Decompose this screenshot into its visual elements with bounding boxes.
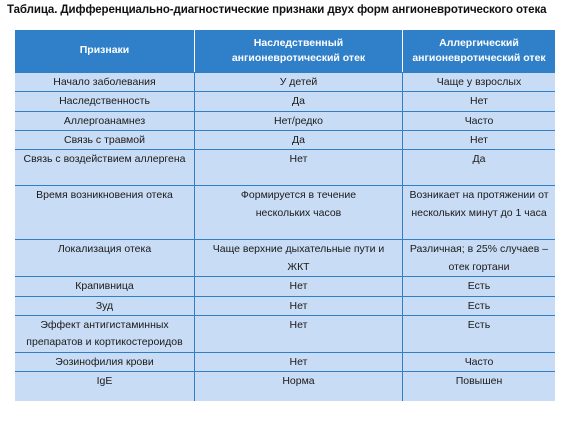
hereditary-cell: Норма	[195, 371, 403, 401]
feature-cell: Время возникновения отека	[15, 185, 195, 239]
header-row	[15, 30, 555, 72]
table-row	[15, 371, 555, 401]
hereditary-cell: Нет/редко	[195, 111, 403, 130]
hereditary-cell: Нет	[195, 352, 403, 371]
allergic-cell: Есть	[403, 276, 555, 295]
allergic-cell: Возникает на протяжении от нескольких минут до 1 часа	[403, 185, 555, 239]
table-row	[15, 149, 555, 185]
comparison-table	[15, 30, 555, 401]
feature-cell: IgE	[15, 371, 195, 401]
hereditary-cell: Да	[195, 130, 403, 149]
feature-cell: Начало заболевания	[15, 72, 195, 91]
feature-cell: Связь с воздействием аллергена	[15, 149, 195, 185]
feature-cell: Крапивница	[15, 276, 195, 295]
hereditary-cell: Нет	[195, 149, 403, 185]
header-cell-hereditary: Наследственный ангионевротический отек	[195, 30, 403, 72]
table-row	[15, 296, 555, 315]
table-row	[15, 111, 555, 130]
hereditary-cell: У детей	[195, 72, 403, 91]
allergic-cell: Нет	[403, 130, 555, 149]
hereditary-cell: Формируется в течение нескольких часов	[195, 185, 403, 239]
allergic-cell: Часто	[403, 111, 555, 130]
table-row	[15, 239, 555, 276]
table-row	[15, 352, 555, 371]
hereditary-cell: Нет	[195, 276, 403, 295]
allergic-cell: Есть	[403, 315, 555, 352]
feature-cell: Эозинофилия крови	[15, 352, 195, 371]
header-cell-features: Признаки	[15, 30, 195, 72]
feature-cell: Аллергоанамнез	[15, 111, 195, 130]
header-cell-allergic: Аллергический ангионевротический отек	[403, 30, 555, 72]
feature-cell: Эффект антигистаминных препаратов и кортикостероидов	[15, 315, 195, 352]
allergic-cell: Повышен	[403, 371, 555, 401]
allergic-cell: Часто	[403, 352, 555, 371]
allergic-cell: Различная; в 25% случаев – отек гортани	[403, 239, 555, 276]
table-row	[15, 72, 555, 91]
table-row	[15, 315, 555, 352]
hereditary-cell: Нет	[195, 296, 403, 315]
allergic-cell: Нет	[403, 91, 555, 110]
hereditary-cell: Да	[195, 91, 403, 110]
table-row	[15, 130, 555, 149]
hereditary-cell: Чаще верхние дыхательные пути и ЖКТ	[195, 239, 403, 276]
table-row	[15, 185, 555, 239]
feature-cell: Связь с травмой	[15, 130, 195, 149]
allergic-cell: Есть	[403, 296, 555, 315]
table-caption: Таблица. Дифференциально-диагностические признаки двух форм ангионевротического отека	[7, 4, 547, 16]
feature-cell: Локализация отека	[15, 239, 195, 276]
allergic-cell: Чаще у взрослых	[403, 72, 555, 91]
table-row	[15, 276, 555, 295]
hereditary-cell: Нет	[195, 315, 403, 352]
feature-cell: Наследственность	[15, 91, 195, 110]
table-row	[15, 91, 555, 110]
feature-cell: Зуд	[15, 296, 195, 315]
allergic-cell: Да	[403, 149, 555, 185]
